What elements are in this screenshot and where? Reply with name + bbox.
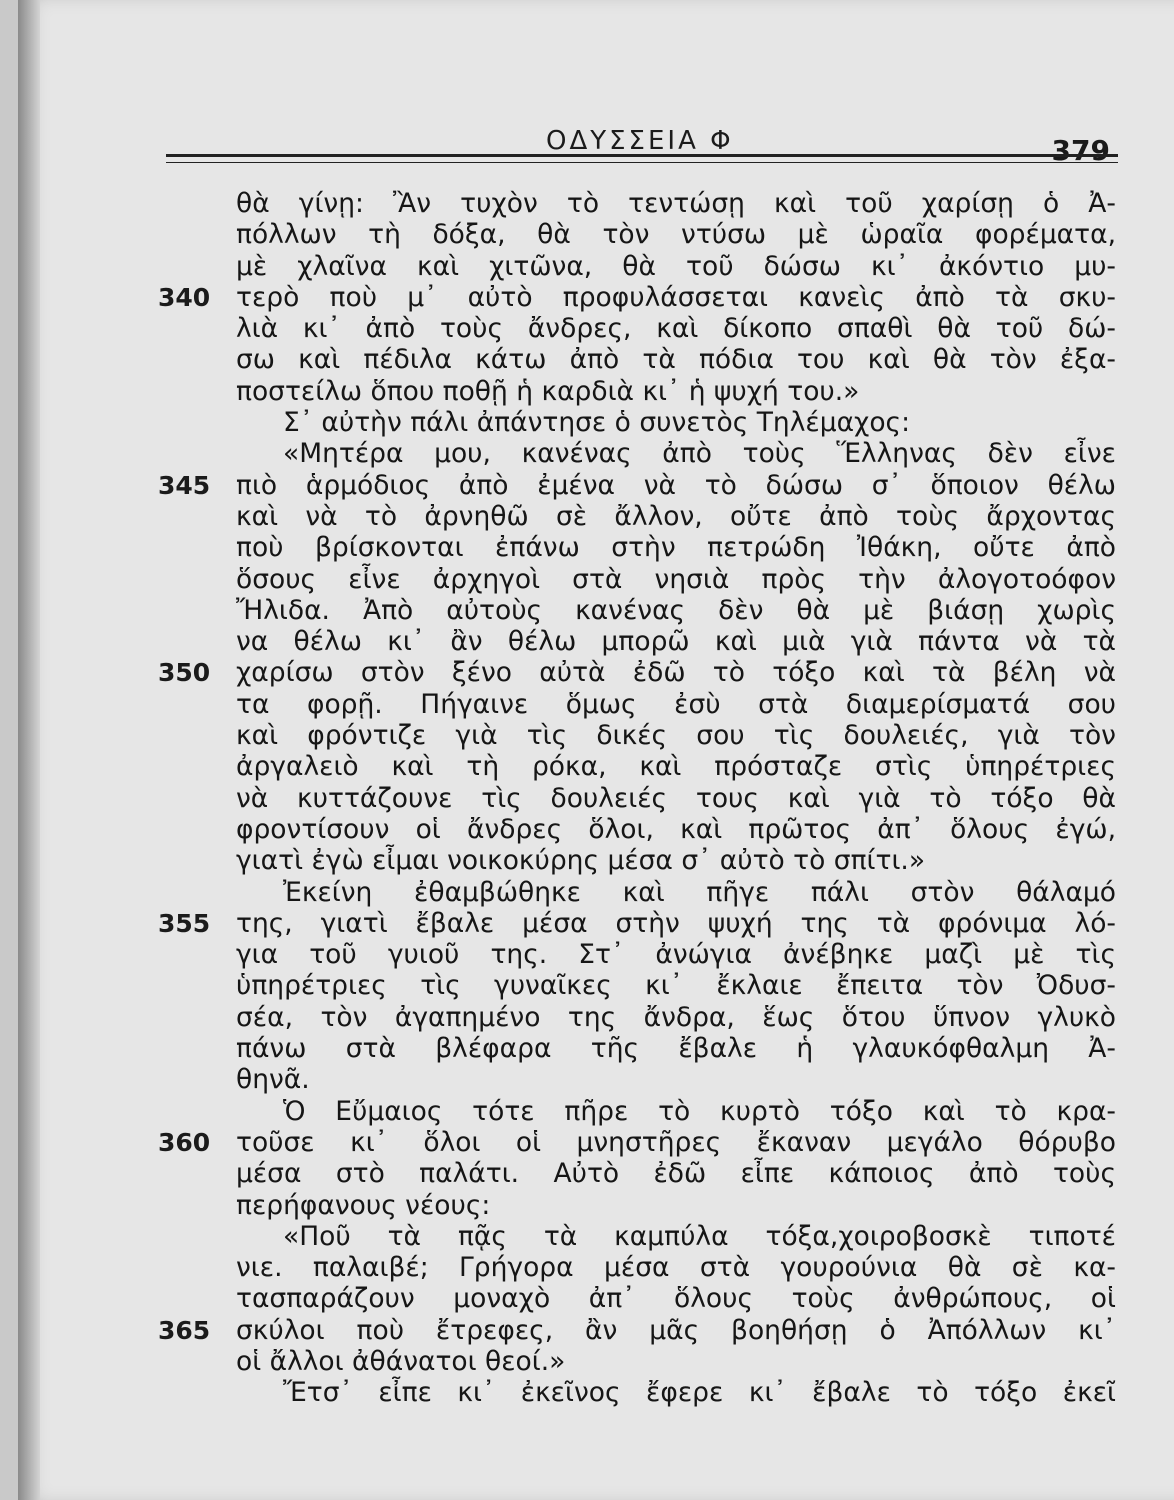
text-line-content: Ἤλιδα. Ἀπὸ αὐτοὺς κανένας δὲν θὰ μὲ βιάσῃ χωρὶς (236, 594, 1116, 626)
text-line-content: οἱ ἄλλοι ἀθάνατοι θεοί.» (236, 1345, 566, 1377)
text-line (158, 188, 1118, 219)
text-line (158, 1096, 1118, 1127)
text-line-content: νὰ κυττάζουνε τὶς δουλειές τους καὶ γιὰ τὸ τόξο θὰ (236, 782, 1116, 814)
text-line (158, 814, 1118, 845)
text-line-content: πιὸ ἁρμόδιος ἀπὸ ἐμένα νὰ τὸ δώσω σ᾿ ὅποιον θέλω (236, 469, 1116, 501)
text-line (158, 626, 1118, 657)
text-line (158, 845, 1118, 876)
text-line (158, 689, 1118, 720)
text-line-content: πάνω στὰ βλέφαρα τῆς ἔβαλε ἡ γλαυκόφθαλμη Ἀ- (236, 1033, 1116, 1065)
text-line-content: Σ᾿ αὐτὴν πάλι ἀπάντησε ὁ συνετὸς Τηλέμαχος: (283, 407, 911, 439)
verse-line-number: 345 (158, 470, 211, 500)
text-line-content: «Μητέρα μου, κανένας ἀπὸ τοὺς Ἕλληνας δὲν εἶνε (283, 438, 1116, 470)
text-line-content: τα φορῇ. Πήγαινε ὅμως ἐσὺ στὰ διαμερίσματά σου (236, 688, 1116, 720)
book-spine-shadow (18, 0, 40, 1500)
text-line (158, 532, 1118, 563)
verse-line-number: 365 (158, 1315, 211, 1345)
page-number: 379 (1051, 134, 1110, 167)
text-line (158, 1315, 1118, 1346)
text-line (158, 501, 1118, 532)
text-line-content: ὅσους εἶνε ἀρχηγοὶ στὰ νησιὰ πρὸς τὴν ἀλογοτοόφον (236, 563, 1116, 595)
verse-line-number: 360 (158, 1127, 211, 1157)
header-rule-thin (166, 162, 1118, 163)
text-line (158, 1158, 1118, 1189)
text-line-content: καὶ φρόντιζε γιὰ τὶς δικές σου τὶς δουλειές, γιὰ τὸν (236, 720, 1116, 752)
text-line-content: πόλλων τὴ δόξα, θὰ τὸν ντύσω μὲ ὡραῖα φορέματα, (236, 219, 1116, 251)
text-line (158, 939, 1118, 970)
text-line-content: Ἐκείνη ἐθαμβώθηκε καὶ πῆγε πάλι στὸν θάλαμό (283, 876, 1116, 908)
text-line-content: να θέλω κι᾿ ἂν θέλω μπορῶ καὶ μιὰ γιὰ πάντα νὰ τὰ (236, 626, 1116, 658)
text-line (158, 438, 1118, 469)
text-line (158, 1283, 1118, 1314)
text-line-content: σω καὶ πέδιλα κάτω ἀπὸ τὰ πόδια του καὶ θὰ τὸν ἐξα- (236, 344, 1116, 376)
text-line (158, 1377, 1118, 1408)
page-body-text (158, 188, 1118, 1409)
text-line (158, 751, 1118, 782)
text-line-content: θὰ γίνῃ: Ἂν τυχὸν τὸ τεντώσῃ καὶ τοῦ χαρίσῃ ὁ Ἀ- (236, 188, 1116, 219)
text-line-content: Ἔτσ᾿ εἶπε κι᾿ ἐκεῖνος ἔφερε κι᾿ ἔβαλε τὸ τόξο ἐκεῖ (283, 1377, 1116, 1409)
text-line (158, 1127, 1118, 1158)
text-line (158, 970, 1118, 1001)
text-line (158, 313, 1118, 344)
text-line (158, 282, 1118, 313)
text-line (158, 564, 1118, 595)
header-rule-thick (166, 154, 1118, 157)
text-line (158, 344, 1118, 375)
text-line-content: ὑπηρέτριες τὶς γυναῖκες κι᾿ ἔκλαιε ἔπειτα τὸν Ὀδυσ- (236, 970, 1116, 1002)
text-line (158, 1252, 1118, 1283)
text-line (158, 251, 1118, 282)
text-line (158, 407, 1118, 438)
text-line-content: σέα, τὸν ἀγαπημένο της ἄνδρα, ἕως ὅτου ὕπνον γλυκὸ (236, 1001, 1116, 1033)
text-line-content: φροντίσουν οἱ ἄνδρες ὅλοι, καὶ πρῶτος ἀπ᾿ ὅλους ἐγώ, (236, 813, 1116, 845)
text-line (158, 657, 1118, 688)
text-line (158, 470, 1118, 501)
text-line (158, 595, 1118, 626)
text-line-content: μὲ χλαῖνα καὶ χιτῶνα, θὰ τοῦ δώσω κι᾿ ἀκόντιο μυ- (236, 250, 1116, 282)
text-line-content: για τοῦ γυιοῦ της. Στ᾿ ἀνώγια ἀνέβηκε μαζὶ μὲ τὶς (236, 939, 1116, 971)
text-line-content: νιε. παλαιβέ; Γρήγορα μέσα στὰ γουρούνια θὰ σὲ κα- (236, 1252, 1116, 1284)
text-line (158, 1002, 1118, 1033)
text-line-content: θηνᾶ. (236, 1064, 310, 1096)
text-line-content: «Ποῦ τὰ πᾷς τὰ καμπύλα τόξα,χοιροβοσκὲ τιποτέ (283, 1220, 1116, 1252)
text-line-content: λιὰ κι᾿ ἀπὸ τοὺς ἄνδρες, καὶ δίκοπο σπαθὶ θὰ τοῦ δώ- (236, 313, 1116, 345)
text-line-content: τασπαράζουν μοναχὸ ἀπ᾿ ὅλους τοὺς ἀνθρώπους, οἱ (236, 1283, 1116, 1315)
text-line (158, 1346, 1118, 1377)
text-line-content: γιατὶ ἐγὼ εἶμαι νοικοκύρης μέσα σ᾿ αὐτὸ τὸ σπίτι.» (236, 845, 926, 877)
text-line-content: μέσα στὸ παλάτι. Αὐτὸ ἐδῶ εἶπε κάποιος ἀπὸ τοὺς (236, 1158, 1116, 1190)
text-line (158, 376, 1118, 407)
text-line (158, 720, 1118, 751)
text-line (158, 908, 1118, 939)
running-title: ΟΔΥΣΣΕΙΑ Φ (546, 126, 734, 156)
text-line-content: Ὁ Εὔμαιος τότε πῆρε τὸ κυρτὸ τόξο καὶ τὸ κρα- (283, 1095, 1116, 1127)
text-line-content: ποστείλω ὅπου ποθῇ ἡ καρδιὰ κι᾿ ἡ ψυχή του.» (236, 375, 860, 407)
text-line-content: χαρίσω στὸν ξένο αὐτὰ ἐδῶ τὸ τόξο καὶ τὰ βέλη νὰ (236, 657, 1116, 689)
text-line (158, 1190, 1118, 1221)
text-line-content: ποὺ βρίσκονται ἐπάνω στὴν πετρώδη Ἰθάκη, οὔτε ἀπὸ (236, 532, 1116, 564)
verse-line-number: 340 (158, 282, 211, 312)
text-line-content: τερὸ ποὺ μ᾿ αὐτὸ προφυλάσσεται κανεὶς ἀπὸ τὰ σκυ- (236, 281, 1116, 313)
text-line (158, 1221, 1118, 1252)
text-line (158, 877, 1118, 908)
verse-line-number: 350 (158, 658, 211, 688)
book-page (18, 0, 1174, 1500)
verse-line-number: 355 (158, 908, 211, 938)
text-line-content: ἀργαλειὸ καὶ τὴ ρόκα, καὶ πρόσταζε στὶς ὑπηρέτριες (236, 751, 1116, 783)
text-line-content: της, γιατὶ ἔβαλε μέσα στὴν ψυχή της τὰ φρόνιμα λό- (236, 907, 1116, 939)
text-line-content: καὶ νὰ τὸ ἀρνηθῶ σὲ ἄλλον, οὔτε ἀπὸ τοὺς ἄρχοντας (236, 500, 1116, 532)
text-line-content: περήφανους νέους: (236, 1189, 491, 1221)
text-line (158, 783, 1118, 814)
text-line-content: σκύλοι ποὺ ἔτρεφες, ἂν μᾶς βοηθήσῃ ὁ Ἀπόλλων κι᾿ (236, 1314, 1116, 1346)
text-line (158, 1064, 1118, 1095)
text-line (158, 219, 1118, 250)
text-line (158, 1033, 1118, 1064)
text-line-content: τοῦσε κι᾿ ὅλοι οἱ μνηστῆρες ἔκαναν μεγάλο θόρυβο (236, 1126, 1116, 1158)
